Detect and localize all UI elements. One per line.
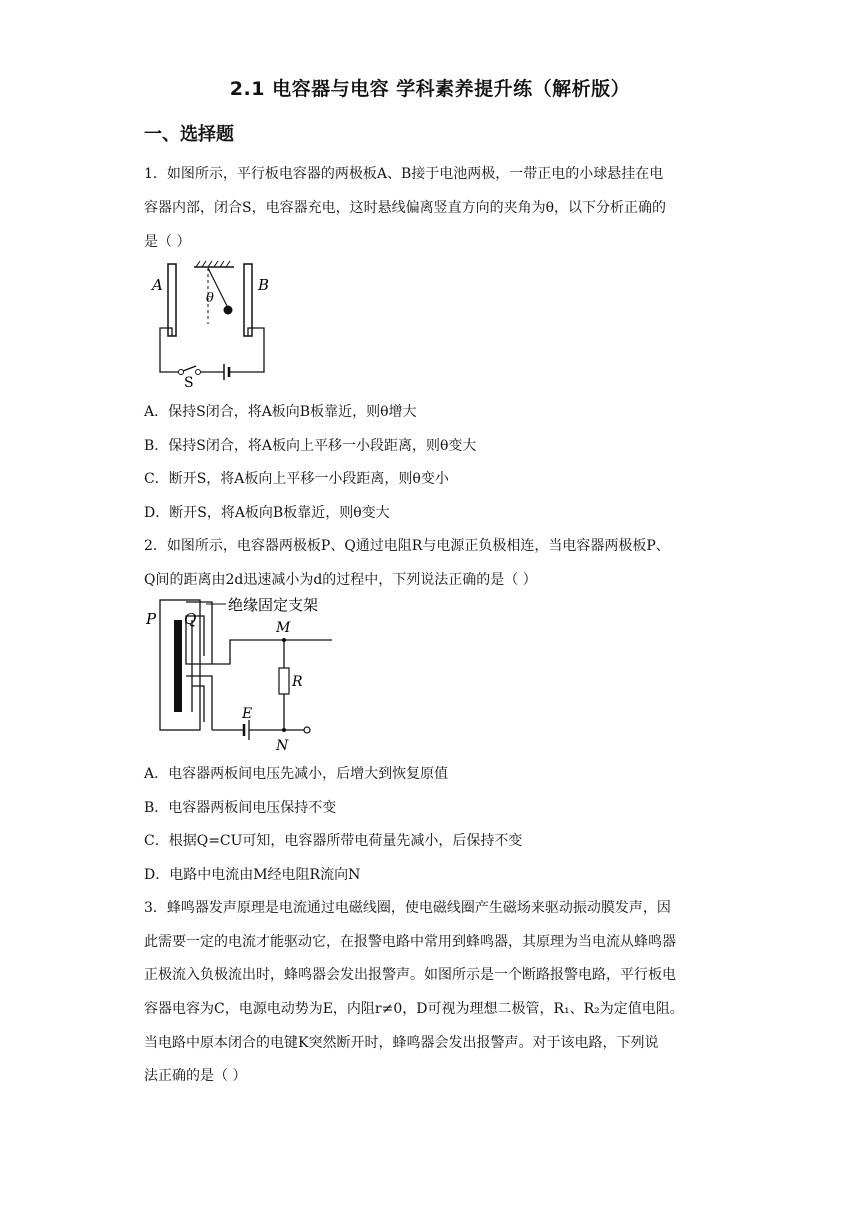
- plate-q-label: Q: [184, 610, 197, 628]
- q2-option-b[interactable]: B．电容器两板间电压保持不变: [144, 800, 337, 816]
- q1-capacitor-figure: [140, 258, 290, 388]
- resistor-label: R: [292, 674, 303, 690]
- q1-option-c[interactable]: C．断开S，将A板向上平移一小段距离，则θ变小: [144, 471, 449, 487]
- q2-capacitor-figure: [140, 594, 350, 754]
- q2-option-c[interactable]: C．根据Q=CU可知，电容器所带电荷量先减小，后保持不变: [144, 833, 523, 849]
- point-m-label: M: [276, 620, 291, 636]
- q1-stem-line: 1．如图所示，平行板电容器的两极板A、B接于电池两极，一带正电的小球悬挂在电: [144, 166, 664, 182]
- q3-stem-line: 此需要一定的电流才能驱动它，在报警电路中常用到蜂鸣器，其原理为当电流从蜂鸣器: [144, 934, 676, 950]
- source-e-label: E: [242, 706, 253, 722]
- q3-stem-line: 3．蜂鸣器发声原理是电流通过电磁线圈，使电磁线圈产生磁场来驱动振动膜发声，因: [144, 900, 671, 916]
- q3-stem-line: 正极流入负极流出时，蜂鸣器会发出报警声。如图所示是一个断路报警电路，平行板电: [144, 967, 676, 983]
- section-heading: 一、选择题: [144, 124, 234, 145]
- q3-stem-line: 容器电容为C，电源电动势为E，内阻r≠0，D可视为理想二极管，R₁、R₂为定值电阻。: [144, 1001, 684, 1017]
- plate-p-label: P: [146, 610, 157, 628]
- plate-p: [174, 620, 182, 712]
- charged-ball: [224, 306, 233, 315]
- resistor-r: [279, 668, 289, 694]
- point-n-label: N: [276, 738, 289, 754]
- q1-stem-line: 是（ ）: [144, 234, 191, 250]
- q1-option-b[interactable]: B．保持S闭合，将A板向上平移一小段距离，则θ变大: [144, 438, 477, 454]
- q2-stem-line: Q间的距离由2d迅速减小为d的过程中，下列说法正确的是（ ）: [144, 572, 537, 588]
- support-label: 绝缘固定支架: [228, 596, 319, 614]
- q3-stem-line: 当电路中原本闭合的电键K突然断开时，蜂鸣器会发出报警声。对于该电路，下列说: [144, 1035, 659, 1051]
- switch-label: S: [184, 375, 194, 388]
- theta-label: θ: [206, 291, 214, 306]
- q1-stem-line: 容器内部，闭合S，电容器充电，这时悬线偏离竖直方向的夹角为θ，以下分析正确的: [144, 200, 667, 216]
- q1-option-d[interactable]: D．断开S，将A板向B板靠近，则θ变大: [144, 505, 390, 521]
- plate-b: [244, 264, 252, 336]
- plate-a: [168, 264, 176, 336]
- q1-option-a[interactable]: A．保持S闭合，将A板向B板靠近，则θ增大: [144, 404, 417, 420]
- plate-a-label: A: [152, 276, 163, 294]
- q2-option-d[interactable]: D．电路中电流由M经电阻R流向N: [144, 867, 361, 883]
- q3-stem-line: 法正确的是（ ）: [144, 1068, 247, 1084]
- q2-stem-line: 2．如图所示，电容器两极板P、Q通过电阻R与电源正负极相连，当电容器两极板P、: [144, 538, 670, 554]
- q2-option-a[interactable]: A．电容器两板间电压先减小，后增大到恢复原值: [144, 766, 449, 782]
- plate-b-label: B: [258, 276, 270, 294]
- document-title: 2.1 电容器与电容 学科素养提升练（解析版）: [229, 78, 631, 100]
